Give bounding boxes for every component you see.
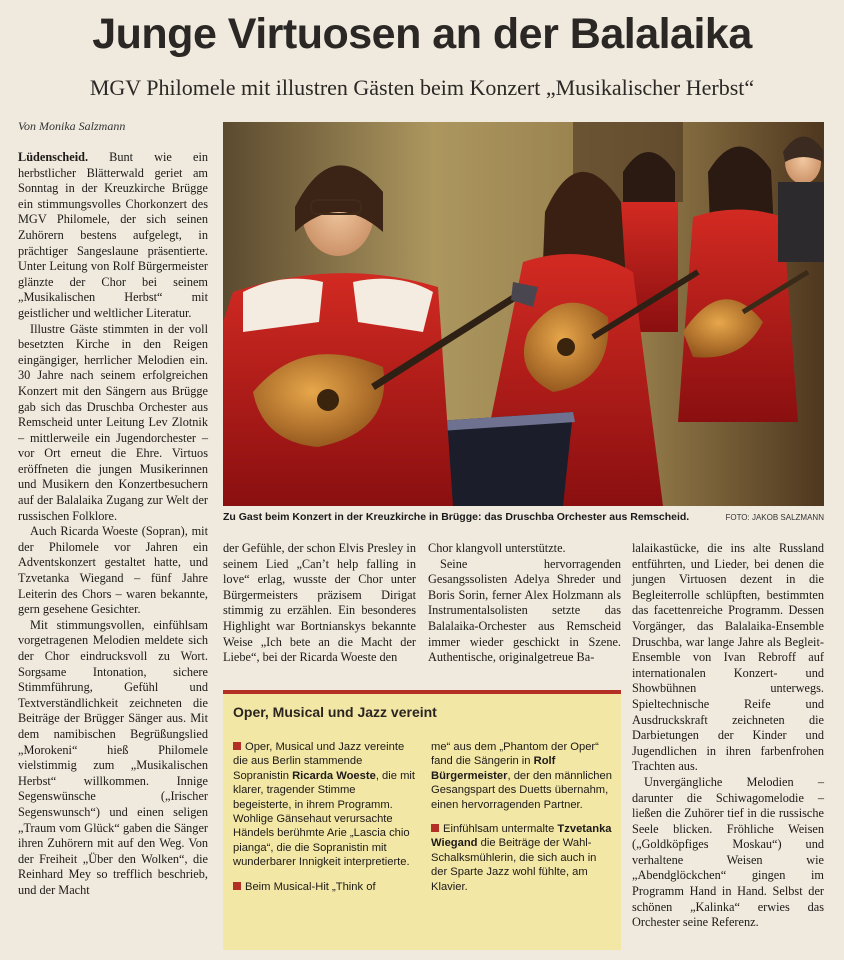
paragraph: Seine hervorragenden Gesangssolisten Adelya Shreder und Boris Sorin, ferner Alex Holzmann als Instrumentalsolisten setzte das Balalaika-Orchester aus Remscheid immer wieder geschickt in Szene. Authentische, originalgetreue Ba-	[428, 556, 621, 665]
subheadline: MGV Philomele mit illustren Gästen beim Konzert „Musikalischer Herbst“	[89, 75, 755, 100]
info-text: me“ aus dem „Phantom der Oper“ fand die Sängerin in	[431, 741, 599, 768]
article-column-1	[18, 150, 208, 899]
article-column-4	[632, 541, 824, 931]
info-box-title: Oper, Musical und Jazz vereint	[233, 704, 437, 720]
info-text: , der den männlichen Gesangspart des Duetts übernahm, einen hervorragenden Partner.	[431, 769, 612, 811]
paragraph: Illustre Gäste stimmten in der voll besetzten Kirche in den Reigen eingängiger, herrlicher Melodien ein. 30 Jahre nach seinem erfolgreichen Konzert mit den Sängern aus Brügge gab sich das Druschba Orchester aus Remscheid unter Leitung Lev Zlotnik – mittlerweile ein Jugendorchester – vor Ort erneut die Ehre. Virtuos eröffneten die jungen Musikerinnen und Musikern den Konzertbesuchern auf der Balalaika Zugang zur Welt der russischen Folklore.	[18, 321, 208, 523]
info-item	[233, 740, 415, 870]
paragraph: Mit stimmungsvollen, einfühlsam vorgetragenen Melodien meldete sich der Chor eindrucksvoll zu Wort. Sorgsame Intonation, sichere Stimmführung, Gefühl und Textverständlichkeit zeichneten die Beiträge der Brügger Sänger aus. Mit dem namibischen Begrüßungslied „Morokeni“ hieß Philomele vielstimmig zum „Musikalischen Herbst“ willkommen. Innige Segenswünsche („Irischer Segenswunsch“) und einen seligen „Traum vom Glück“ gaben die Sänger ihren Zuhörern mit auf den Weg. Von der Freiheit „Über den Wolken“, die Reinhard Mey so trefflich beschrieb, und der Macht	[18, 617, 208, 897]
info-text: Einfühlsam untermalte	[443, 823, 558, 836]
paragraph	[18, 150, 208, 322]
photo-credit: FOTO: JAKOB SALZMANN	[725, 513, 824, 522]
photo-caption: Zu Gast beim Konzert in der Kreuzkirche in Brügge: das Druschba Orchester aus Remscheid.	[223, 511, 690, 523]
bullet-square-icon	[431, 824, 439, 832]
article-column-2	[223, 541, 416, 666]
info-name: Tzvetanka Wiegand	[431, 823, 612, 850]
info-name: Rolf Bürgermeister	[431, 755, 556, 782]
info-text: Beim Musical-Hit „Think of	[245, 880, 376, 893]
info-text: die Beiträge der Wahl-Schalksmühlerin, die sich auch in der Sparte Jazz wohl fühlte, am Klavier.	[431, 837, 597, 893]
paragraph: der Gefühle, der schon Elvis Presley in seinem Lied „Can’t help falling in love“ erlag, wusste der Chor unter Bürgermeisters präzisem Dirigat stimmig zu erzählen. Ein besonderes Highlight war Bortnianskys bekannte Weise „Ich bete an die Macht der Liebe“, bei der Ricarda Woeste den	[223, 541, 416, 665]
paragraph: Unvergängliche Melodien – darunter die Schiwagomelodie – ließen die Zuhörer tief in die russische Seele blicken. Fröhliche Weisen („Goldköpfiges Moskau“) und verhaltene Weisen wie „Abendglöckchen“ gingen im Programm Hand in Hand. Selbst der schönen „Kalinka“ erwies das Orchester seine Referenz.	[632, 774, 824, 930]
info-item	[431, 822, 613, 894]
bullet-square-icon	[233, 882, 241, 890]
info-box	[223, 690, 621, 950]
paragraph: lalaikastücke, die ins alte Russland entführten, und Lieder, bei denen die jungen Virtuosen dezent in die Begleiterrolle schlüpften, bestimmten das facettenreiche Programm. Dessen Vorgänger, das Balalaika-Ensemble Druschba, war lange Jahre als Begleit-Ensemble von Ivan Rebroff auf internationalen Konzert- und Showbühnen unterwegs. Spieltechnische Reife und Ausdruckskraft zeichneten die Darbietungen der Kinder und Jugendlichen in ihren farbenfrohen Trachten aus.	[632, 541, 824, 774]
byline: Von Monika Salzmann	[18, 119, 126, 133]
paragraph: Auch Ricarda Woeste (Sopran), mit der Philomele vor Jahren ein Adventskonzert gestaltet hatte, und Tzvetanka Wiegand – fünf Jahre Leiterin des Chors – waren bekannte, gern gesehene Gesichter.	[18, 524, 208, 617]
article-column-3	[428, 541, 621, 666]
dateline: Lüdenscheid.	[18, 150, 89, 164]
info-text: Oper, Musical und Jazz vereinte die aus Berlin stammende Sopranistin	[233, 741, 405, 782]
paragraph-text: Bunt wie ein herbstlicher Blätterwald geriet am Sonntag in der Kreuzkirche Brügge ein stimmungsvolles Chorkonzert des MGV Philomele, der sich seinen Zuhörern bestens aufgelegt, in prächtiger Sangeslaune präsentierte. Unter Leitung von Rolf Bürgermeister glänzte der Chor bei seinem „Musikalischen Herbst“ mit geistlicher und weltlicher Literatur.	[18, 150, 209, 320]
info-box-column-2	[431, 740, 613, 904]
paragraph: Chor klangvoll unterstützte.	[428, 541, 566, 555]
headline: Junge Virtuosen an der Balalaika	[92, 10, 752, 58]
info-name: Ricarda Woeste	[292, 769, 376, 782]
info-box-column-1	[233, 740, 415, 904]
info-item	[233, 880, 415, 894]
concert-photo-illustration	[223, 122, 824, 506]
info-text: , die mit klarer, tragender Stimme begeisterte, in ihrem Programm. Wohlige Gänsehaut verursachte Händels berühmte Arie „Lascia chio pianga“, die die Sopranistin mit wunderbarer Innigkeit interpretierte.	[233, 769, 415, 869]
concert-photo	[223, 122, 824, 506]
info-item	[431, 740, 613, 812]
bullet-square-icon	[233, 742, 241, 750]
